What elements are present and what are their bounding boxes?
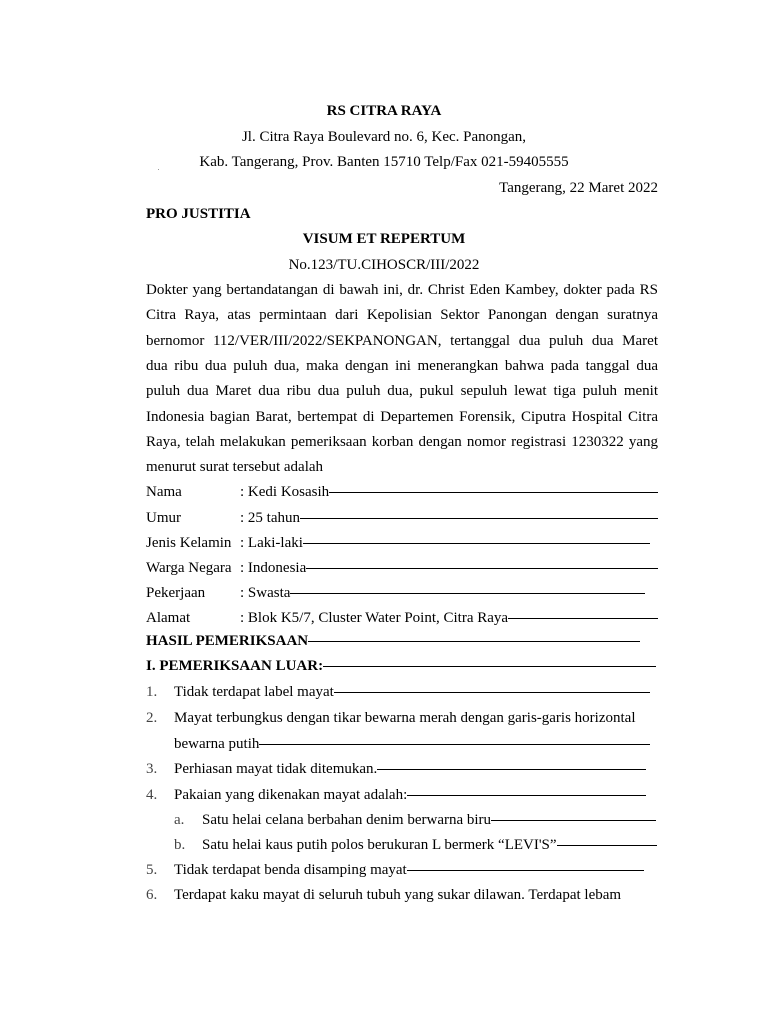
item-number: 4. <box>146 787 158 803</box>
sub-item-letter: b. <box>174 837 186 853</box>
hospital-name: RS CITRA RAYA <box>326 103 442 119</box>
section-results-heading: HASIL PEMERIKSAAN <box>146 633 309 649</box>
section-external-exam <box>146 657 656 675</box>
identity-value-occupation: : Swasta <box>240 585 291 601</box>
list-item <box>146 886 650 904</box>
intro-line: Dokter yang bertandatangan di bawah ini, dr. Christ Eden Kambey, dokter pada RS <box>146 282 658 298</box>
fill-line <box>308 632 640 642</box>
intro-line: dua ribu dua puluh dua, maka dengan ini menerangkan bahwa pada tanggal dua <box>146 358 658 374</box>
item-text: bewarna putih <box>174 736 260 752</box>
fill-line <box>290 584 645 594</box>
fill-line <box>407 861 644 871</box>
item-number: 2. <box>146 710 158 726</box>
identity-label-age: Umur <box>146 510 181 526</box>
item-number: 6. <box>146 887 158 903</box>
item-text: Tidak terdapat label mayat <box>174 684 334 700</box>
identity-label-occupation: Pekerjaan <box>146 585 206 601</box>
sub-item-text: Satu helai kaus putih polos berukuran L bermerk “LEVI'S” <box>202 837 557 853</box>
identity-row-age <box>240 509 658 527</box>
identity-row-occupation <box>240 584 645 602</box>
fill-line <box>557 836 657 846</box>
pro-justitia-label: PRO JUSTITIA <box>146 206 251 222</box>
intro-line: menurut surat tersebut adalah <box>146 459 324 475</box>
identity-value-address: : Blok K5/7, Cluster Water Point, Citra Raya <box>240 610 509 626</box>
intro-line: Citra Raya, atas permintaan dari Kepolisian Sektor Panongan dengan suratnya <box>146 307 658 323</box>
address-line-1: Jl. Citra Raya Boulevard no. 6, Kec. Panongan, <box>241 129 527 145</box>
document-title: VISUM ET REPERTUM <box>302 231 466 247</box>
fill-line <box>407 786 646 796</box>
fill-line <box>491 811 656 821</box>
document-number: No.123/TU.CIHOSCR/III/2022 <box>288 257 480 273</box>
item-text: Perhiasan mayat tidak ditemukan. <box>174 761 378 777</box>
sub-list-item <box>174 836 657 854</box>
fill-line <box>303 534 650 544</box>
identity-label-sex: Jenis Kelamin <box>146 535 232 551</box>
identity-label-name: Nama <box>146 484 182 500</box>
item-number: 3. <box>146 761 158 777</box>
list-item <box>146 861 644 879</box>
fill-line <box>334 683 650 693</box>
fill-line <box>300 509 658 519</box>
item-number <box>146 735 174 753</box>
intro-line: Raya, telah melakukan pemeriksaan korban dengan nomor registrasi 1230322 yang <box>146 434 658 450</box>
identity-value-age: : 25 tahun <box>240 510 300 526</box>
identity-label-address: Alamat <box>146 610 191 626</box>
identity-row-sex <box>240 534 650 552</box>
identity-row-name <box>240 483 658 501</box>
fill-line <box>323 657 656 667</box>
speck-mark <box>158 169 159 170</box>
address-line-2: Kab. Tangerang, Prov. Banten 15710 Telp/Fax 021-59405555 <box>199 154 569 170</box>
document-date: Tangerang, 22 Maret 2022 <box>499 180 658 196</box>
fill-line <box>259 735 650 745</box>
intro-line: Indonesia bagian Barat, bertempat di Departemen Forensik, Ciputra Hospital Citra <box>146 409 658 425</box>
list-item <box>146 709 650 727</box>
section-results <box>146 632 640 650</box>
identity-value-sex: : Laki-laki <box>240 535 303 551</box>
section-external-heading: I. PEMERIKSAAN LUAR: <box>146 658 324 674</box>
fill-line <box>377 760 646 770</box>
identity-value-name: : Kedi Kosasih <box>240 484 330 500</box>
list-item <box>146 683 650 701</box>
sub-item-text: Satu helai celana berbahan denim berwarna biru <box>202 812 492 828</box>
fill-line <box>508 609 658 619</box>
intro-line: bernomor 112/VER/III/2022/SEKPANONGAN, tertanggal dua puluh dua Maret <box>146 333 658 349</box>
fill-line <box>306 559 658 569</box>
item-text: Mayat terbungkus dengan tikar bewarna merah dengan garis-garis horizontal <box>174 710 636 726</box>
sub-list-item <box>174 811 656 829</box>
item-text: Tidak terdapat benda disamping mayat <box>174 862 407 878</box>
sub-item-letter: a. <box>174 812 185 828</box>
identity-row-nationality <box>240 559 658 577</box>
list-item <box>146 735 650 753</box>
item-text: Terdapat kaku mayat di seluruh tubuh yang sukar dilawan. Terdapat lebam <box>174 887 622 903</box>
identity-row-address <box>240 609 658 627</box>
item-number: 1. <box>146 684 158 700</box>
fill-line <box>329 483 658 493</box>
intro-line: puluh dua Maret dua ribu dua puluh dua, pukul sepuluh lewat tiga puluh menit <box>146 383 658 399</box>
list-item <box>146 786 646 804</box>
item-text: Pakaian yang dikenakan mayat adalah: <box>174 787 408 803</box>
identity-label-nationality: Warga Negara <box>146 560 232 576</box>
identity-value-nationality: : Indonesia <box>240 560 307 576</box>
list-item <box>146 760 646 778</box>
item-number: 5. <box>146 862 158 878</box>
